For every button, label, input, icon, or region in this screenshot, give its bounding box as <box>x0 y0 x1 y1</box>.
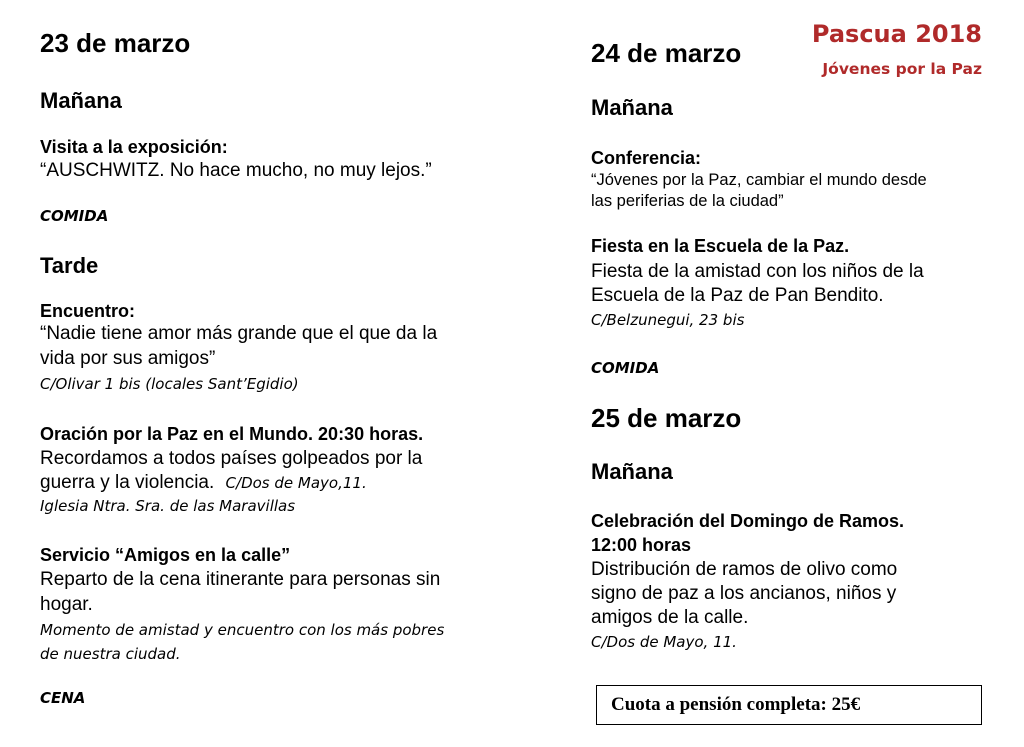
fiesta-text-line-2: Escuela de la Paz de Pan Bendito. <box>591 285 884 306</box>
day-24-lunch: COMIDA <box>591 359 660 377</box>
prayer-text-line-2-text: guerra y la violencia. <box>40 472 215 493</box>
service-text-line-2: hogar. <box>40 594 93 615</box>
fiesta-text-line-1: Fiesta de la amistad con los niños de la <box>591 261 924 282</box>
day-23-afternoon-heading: Tarde <box>40 253 99 278</box>
meeting-quote-line-2: vida por sus amigos” <box>40 348 216 369</box>
event-title: Pascua 2018 <box>811 20 982 48</box>
price-text: Cuota a pensión completa: 25€ <box>611 694 861 715</box>
conference-text-line-1: “Jóvenes por la Paz, cambiar el mundo desde <box>591 171 927 189</box>
prayer-text-line-1: Recordamos a todos países golpeados por la <box>40 448 423 469</box>
day-23-morning-heading: Mañana <box>40 88 122 113</box>
exhibit-name: “AUSCHWITZ. No hace mucho, no muy lejos.” <box>40 160 432 181</box>
service-note-line-1: Momento de amistad y encuentro con los más pobres <box>40 621 445 639</box>
service-text-line-1: Reparto de la cena itinerante para personas sin <box>40 569 441 590</box>
event-subtitle: Jóvenes por la Paz <box>822 60 982 78</box>
fiesta-place: C/Belzunegui, 23 bis <box>591 311 745 329</box>
day-23-lunch: COMIDA <box>40 207 109 225</box>
meeting-quote-line-1: “Nadie tiene amor más grande que el que da la <box>40 323 438 344</box>
mass-title: Celebración del Domingo de Ramos. <box>591 511 905 531</box>
day-25-morning-heading: Mañana <box>591 459 673 484</box>
day-23-date: 23 de marzo <box>40 28 191 58</box>
prayer-place-line-1: C/Dos de Mayo,11. <box>225 474 367 492</box>
fiesta-title: Fiesta en la Escuela de la Paz. <box>591 236 850 256</box>
conference-text-line-2: las periferias de la ciudad” <box>591 192 784 210</box>
conference-title: Conferencia: <box>591 148 702 168</box>
price-box <box>596 685 982 725</box>
service-title: Servicio “Amigos en la calle” <box>40 545 291 565</box>
day-24-date: 24 de marzo <box>591 38 742 68</box>
mass-time: 12:00 horas <box>591 535 692 555</box>
exhibit-title: Visita a la exposición: <box>40 137 228 157</box>
service-note-line-2: de nuestra ciudad. <box>40 645 181 663</box>
mass-text-line-2: signo de paz a los ancianos, niños y <box>591 583 897 604</box>
mass-text-line-1: Distribución de ramos de olivo como <box>591 559 898 580</box>
meeting-title: Encuentro: <box>40 301 136 321</box>
day-25-date: 25 de marzo <box>591 403 742 433</box>
mass-place: C/Dos de Mayo, 11. <box>591 633 737 651</box>
meeting-place: C/Olivar 1 bis (locales Sant’Egidio) <box>40 375 299 393</box>
prayer-title: Oración por la Paz en el Mundo. 20:30 horas. <box>40 424 424 444</box>
day-23-dinner: CENA <box>40 689 86 707</box>
prayer-text-line-2 <box>40 472 367 494</box>
prayer-place-line-2: Iglesia Ntra. Sra. de las Maravillas <box>40 497 296 515</box>
day-24-morning-heading: Mañana <box>591 95 673 120</box>
mass-text-line-3: amigos de la calle. <box>591 607 749 628</box>
